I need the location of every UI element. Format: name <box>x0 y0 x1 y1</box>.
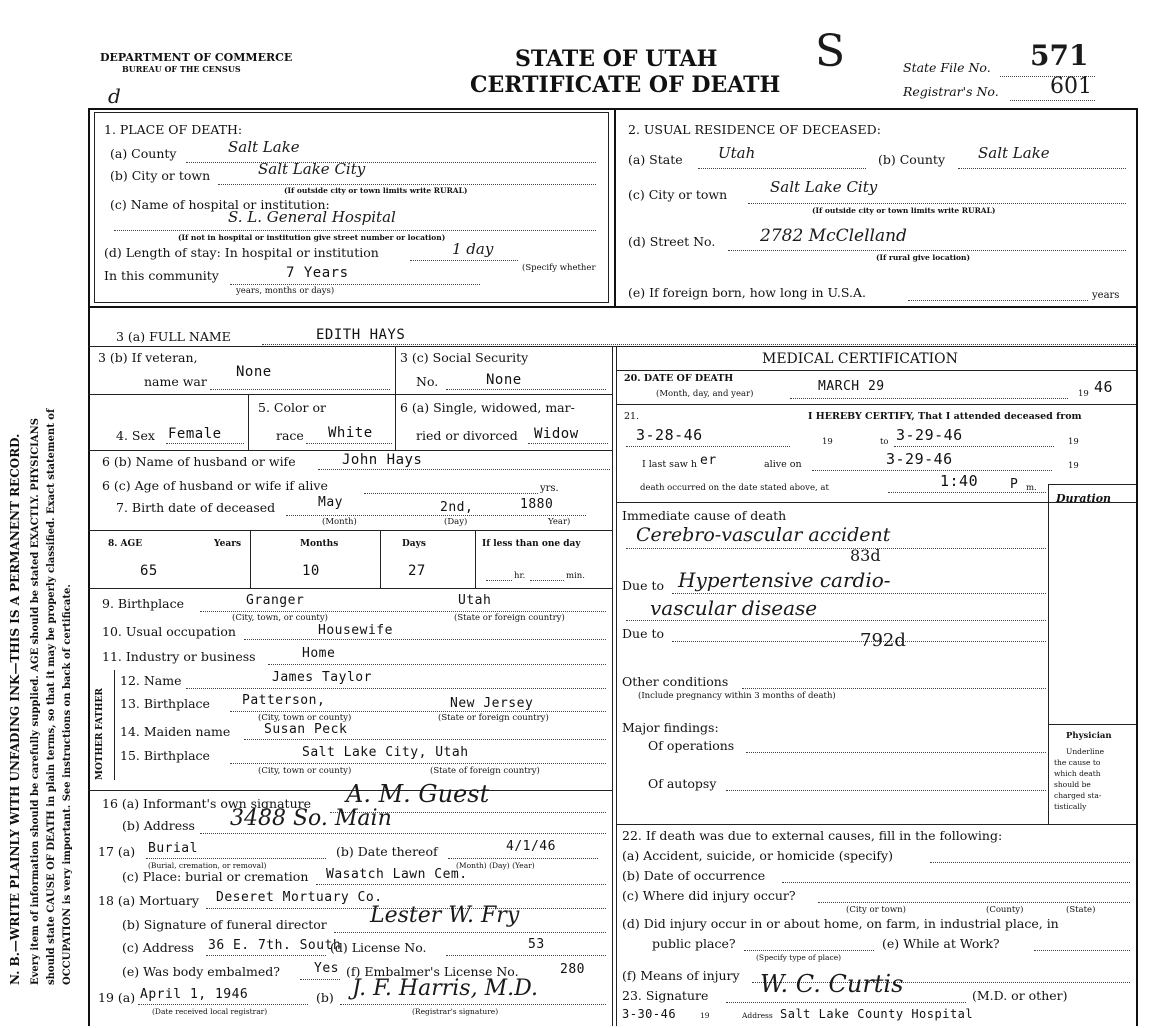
attended-from: 3-28-46 <box>636 426 703 444</box>
physician-box-line-1: Underline <box>1066 747 1105 756</box>
mother-city-note: (City, town or county) <box>258 766 352 776</box>
side-instructions-2: Every item of information should be carefully supplied. AGE should be stated EXACTLY. PHYSICIANS <box>30 418 41 985</box>
physician-box-line-5: charged sta- <box>1054 791 1102 800</box>
license-value: 53 <box>528 937 545 952</box>
item-21-label: 21. <box>624 411 640 422</box>
immediate-cause-value: Cerebro-vascular accident <box>636 524 891 546</box>
state-file-number: 571 <box>1030 39 1089 72</box>
where-state-note: (State) <box>1066 905 1096 915</box>
side-instructions-main: N. B.—WRITE PLAINLY WITH UNFADING INK—THIS IS A PERMANENT RECORD. <box>8 433 22 985</box>
mother-bp-label: 15. Birthplace <box>120 748 210 763</box>
registrar-signature: J. F. Harris, M.D. <box>352 976 538 1001</box>
res-street-note: (If rural give location) <box>876 253 970 262</box>
maiden-value: Susan Peck <box>264 722 348 737</box>
registrar-number: 601 <box>1050 74 1092 99</box>
place-of-death-heading: 1. PLACE OF DEATH: <box>104 122 243 137</box>
occupation-value: Housewife <box>318 623 393 638</box>
home-label: (d) Did injury occur in or about home, on farm, in industrial place, in <box>622 916 1059 931</box>
res-street-label: (d) Street No. <box>628 234 716 249</box>
physician-address-label: Address <box>742 1011 773 1020</box>
state-file-label: State File No. <box>903 60 991 75</box>
res-county-value: Salt Lake <box>978 144 1050 162</box>
pod-specify-note-2: years, months or days) <box>236 286 335 296</box>
sex-value: Female <box>168 426 222 442</box>
alive-label: alive on <box>764 459 802 470</box>
industry-label: 11. Industry or business <box>102 649 256 664</box>
due1-label: Due to <box>622 578 664 593</box>
mortuary-label: 18 (a) Mortuary <box>98 893 199 908</box>
residence-heading: 2. USUAL RESIDENCE OF DECEASED: <box>628 122 881 137</box>
bp-state-note: (State or foreign country) <box>454 613 565 623</box>
pod-stay-value: 1 day <box>452 240 494 258</box>
death-occurred-label: death occurred on the date stated above, at <box>640 483 829 493</box>
father-side-label: FATHER <box>95 688 105 730</box>
age-spouse-label: 6 (c) Age of husband or wife if alive <box>102 478 328 493</box>
marital-value: Widow <box>534 426 579 442</box>
war-label: name war <box>144 374 207 389</box>
res-state-value: Utah <box>718 144 756 162</box>
burial-date-note: (Month) (Day) (Year) <box>456 861 535 870</box>
age-days: 27 <box>408 563 426 579</box>
due1-value: Hypertensive cardio- <box>678 568 891 592</box>
major-findings-label: Major findings: <box>622 720 719 735</box>
immediate-cause-label: Immediate cause of death <box>622 508 787 523</box>
burial-label: 17 (a) <box>98 844 136 859</box>
pod-hospital-note: (If not in hospital or institution give street number or location) <box>178 233 446 242</box>
registrar-date-note: (Date received local registrar) <box>152 1007 268 1016</box>
husband-label: 6 (b) Name of husband or wife <box>102 454 296 469</box>
due2-code-mark: 792d <box>860 630 906 651</box>
alive-year-prefix: 19 <box>1068 461 1079 471</box>
death-time-m: m. <box>1026 483 1037 493</box>
burial-place-label: (c) Place: burial or cremation <box>122 869 309 884</box>
full-name-label: 3 (a) FULL NAME <box>116 329 231 344</box>
operations-label: Of operations <box>648 738 735 753</box>
last-saw-er: er <box>700 453 717 468</box>
mortuary-addr-value: 36 E. 7th. South <box>208 938 342 953</box>
father-city-note: (City, town or county) <box>258 713 352 723</box>
veteran-label: 3 (b) If veteran, <box>98 350 198 365</box>
physician-box-line-4: should be <box>1054 780 1091 789</box>
pod-county-value: Salt Lake <box>228 138 300 156</box>
res-city-note: (If outside city or town limits write RURAL) <box>812 206 996 215</box>
husband-value: John Hays <box>342 452 423 468</box>
informant-sig-label: 16 (a) Informant's own signature <box>102 796 311 811</box>
director-label: (b) Signature of funeral director <box>122 917 327 932</box>
autopsy-label: Of autopsy <box>648 776 717 791</box>
ss-label: 3 (c) Social Security <box>400 350 529 365</box>
other-conditions-label: Other conditions <box>622 674 729 689</box>
registrar-label: Registrar's No. <box>903 84 999 99</box>
side-instructions-4: OCCUPATION is very important. See instructions on back of certificate. <box>62 584 73 985</box>
death-time: 1:40 <box>940 472 979 490</box>
physician-box-title: Physician <box>1066 731 1112 741</box>
res-city-value: Salt Lake City <box>770 178 878 196</box>
mortuary-addr-label: (c) Address <box>122 940 194 955</box>
pod-city-label: (b) City or town <box>110 168 211 183</box>
occupation-label: 10. Usual occupation <box>102 624 236 639</box>
duration-label: Duration <box>1056 492 1112 505</box>
public-label: public place? <box>652 936 736 951</box>
days-col-label: Days <box>402 539 426 549</box>
physician-address-value: Salt Lake County Hospital <box>780 1007 974 1021</box>
pod-hospital-value: S. L. General Hospital <box>228 208 396 226</box>
director-signature: Lester W. Fry <box>370 903 520 928</box>
age-years: 65 <box>140 563 158 579</box>
pod-community-label: In this community <box>104 268 219 283</box>
attended-to: 3-29-46 <box>896 426 963 444</box>
father-name-label: 12. Name <box>120 673 182 688</box>
father-state-note: (State or foreign country) <box>438 713 549 723</box>
less-than-day-label: If less than one day <box>482 539 581 549</box>
due2-label: Due to <box>622 626 664 641</box>
pod-city-note: (If outside city or town limits write RURAL) <box>284 186 468 195</box>
death-date-note: (Month, day, and year) <box>656 389 754 399</box>
birth-date-label: 7. Birth date of deceased <box>116 500 276 515</box>
res-state-label: (a) State <box>628 152 683 167</box>
where-county-note: (County) <box>986 905 1024 915</box>
state-title: STATE OF UTAH <box>515 46 718 72</box>
physician-signature: W. C. Curtis <box>760 970 904 998</box>
registrar-b-label: (b) <box>316 990 334 1005</box>
where-label: (c) Where did injury occur? <box>622 888 796 903</box>
industry-value: Home <box>302 646 336 661</box>
ss-value: None <box>486 372 522 388</box>
war-value: None <box>236 364 272 380</box>
department-label: DEPARTMENT OF COMMERCE <box>100 51 293 64</box>
last-saw-label: I last saw h <box>642 459 697 470</box>
months-col-label: Months <box>300 539 339 549</box>
marital-label: 6 (a) Single, widowed, mar- <box>400 400 575 415</box>
informant-addr-value: 3488 So. Main <box>230 806 392 831</box>
burial-method-note: (Burial, cremation, or removal) <box>148 861 267 870</box>
pod-county-label: (a) County <box>110 146 177 161</box>
burial-place-value: Wasatch Lawn Cem. <box>326 867 468 882</box>
certificate-title: CERTIFICATE OF DEATH <box>470 72 781 98</box>
father-name-value: James Taylor <box>272 670 372 685</box>
month-note: (Month) <box>322 517 357 527</box>
mother-side-label: MOTHER <box>95 732 105 780</box>
birth-day: 2nd, <box>440 500 474 515</box>
alive-value: 3-29-46 <box>886 450 953 468</box>
year-note: Year) <box>548 517 571 527</box>
informant-signature: A. M. Guest <box>346 780 490 808</box>
father-bp-city: Patterson, <box>242 693 326 708</box>
birth-year: 1880 <box>520 497 554 512</box>
side-instructions-3: should state CAUSE OF DEATH in plain terms, so that it may be properly classified. Exact statement of <box>46 408 57 985</box>
burial-method: Burial <box>148 841 198 856</box>
death-date-value: MARCH 29 <box>818 379 885 394</box>
external-heading: 22. If death was due to external causes, fill in the following: <box>622 828 1003 843</box>
pod-specify-note: (Specify whether <box>522 263 596 273</box>
bureau-label: BUREAU OF THE CENSUS <box>122 64 241 74</box>
res-county-label: (b) County <box>878 152 946 167</box>
res-city-label: (c) City or town <box>628 187 728 202</box>
hr-label: hr. <box>514 571 526 581</box>
death-date-label: 20. DATE OF DEATH <box>624 373 734 384</box>
min-label: min. <box>566 571 585 581</box>
embalmer-label: (f) Embalmer's License No. <box>346 964 519 979</box>
father-bp-label: 13. Birthplace <box>120 696 210 711</box>
corner-mark: d <box>108 84 121 108</box>
to-year-prefix: 19 <box>1068 437 1079 447</box>
registrar-item-label: 19 (a) <box>98 990 136 1005</box>
embalmed-value: Yes <box>314 961 339 976</box>
medical-heading: MEDICAL CERTIFICATION <box>762 351 958 367</box>
bp-city-note: (City, town, or county) <box>232 613 328 623</box>
accident-label: (a) Accident, suicide, or homicide (specify) <box>622 848 893 863</box>
mortuary-name: Deseret Mortuary Co. <box>216 890 383 905</box>
age-months: 10 <box>302 563 320 579</box>
physician-box-line-2: the cause to <box>1054 758 1101 767</box>
res-years-label: years <box>1092 290 1120 301</box>
where-city-note: (City or town) <box>846 905 906 915</box>
sig-year-prefix: 19 <box>700 1011 710 1020</box>
pod-community-value: 7 Years <box>286 265 349 281</box>
work-label: (e) While at Work? <box>882 936 1000 951</box>
burial-date-label: (b) Date thereof <box>336 844 438 859</box>
yrs-label: yrs. <box>540 483 559 494</box>
marital-label-2: ried or divorced <box>416 428 518 443</box>
death-year-value: 46 <box>1094 378 1114 396</box>
to-word: to <box>880 437 889 447</box>
birthplace-state: Utah <box>458 593 492 608</box>
maiden-label: 14. Maiden name <box>120 724 231 739</box>
burial-date-value: 4/1/46 <box>506 839 556 854</box>
due1-code-mark: 83d <box>850 546 881 565</box>
father-bp-state: New Jersey <box>450 696 534 711</box>
s-mark: S <box>815 26 846 77</box>
ss-no-label: No. <box>416 374 439 389</box>
pod-city-value: Salt Lake City <box>258 160 366 178</box>
from-year-prefix: 19 <box>822 437 833 447</box>
registrar-date: April 1, 1946 <box>140 987 249 1002</box>
color-label: 5. Color or <box>258 400 326 415</box>
physician-box-line-6: tistically <box>1054 802 1087 811</box>
race-value: White <box>328 425 373 441</box>
informant-addr-label: (b) Address <box>122 818 195 833</box>
physician-sig-label: 23. Signature <box>622 988 709 1003</box>
years-col-label: Years <box>214 539 242 549</box>
other-conditions-note: (Include pregnancy within 3 months of death) <box>638 691 836 701</box>
physician-sig-date: 3-30-46 <box>622 1007 677 1021</box>
place-type-note: (Specify type of place) <box>756 953 842 962</box>
race-label: race <box>276 428 304 443</box>
mother-state-note: (State of foreign country) <box>430 766 540 776</box>
full-name-value: EDITH HAYS <box>316 327 406 343</box>
means-label: (f) Means of injury <box>622 968 740 983</box>
birthplace-label: 9. Birthplace <box>102 596 184 611</box>
sex-label: 4. Sex <box>116 428 155 443</box>
pod-hospital-label: (c) Name of hospital or institution: <box>110 197 330 212</box>
embalmed-label: (e) Was body embalmed? <box>122 964 280 979</box>
day-note: (Day) <box>444 517 468 527</box>
res-street-value: 2782 McClelland <box>760 226 907 246</box>
birthplace-city: Granger <box>246 593 305 608</box>
death-year-prefix: 19 <box>1078 389 1089 399</box>
certify-text: I HEREBY CERTIFY, That I attended deceased from <box>808 411 1082 422</box>
md-label: (M.D. or other) <box>972 988 1068 1003</box>
res-foreign-label: (e) If foreign born, how long in U.S.A. <box>628 285 866 300</box>
age-label: 8. AGE <box>108 539 143 549</box>
embalmer-value: 280 <box>560 962 585 977</box>
mother-bp-value: Salt Lake City, Utah <box>302 745 469 760</box>
occurrence-label: (b) Date of occurrence <box>622 868 766 883</box>
birth-month: May <box>318 495 343 510</box>
death-time-pm: P <box>1010 477 1019 492</box>
pod-stay-label: (d) Length of stay: In hospital or institution <box>104 245 379 260</box>
due1-value-cont: vascular disease <box>650 596 818 620</box>
physician-box-line-3: which death <box>1054 769 1101 778</box>
registrar-sig-note: (Registrar's signature) <box>412 1007 499 1016</box>
license-label: (d) License No. <box>330 940 427 955</box>
